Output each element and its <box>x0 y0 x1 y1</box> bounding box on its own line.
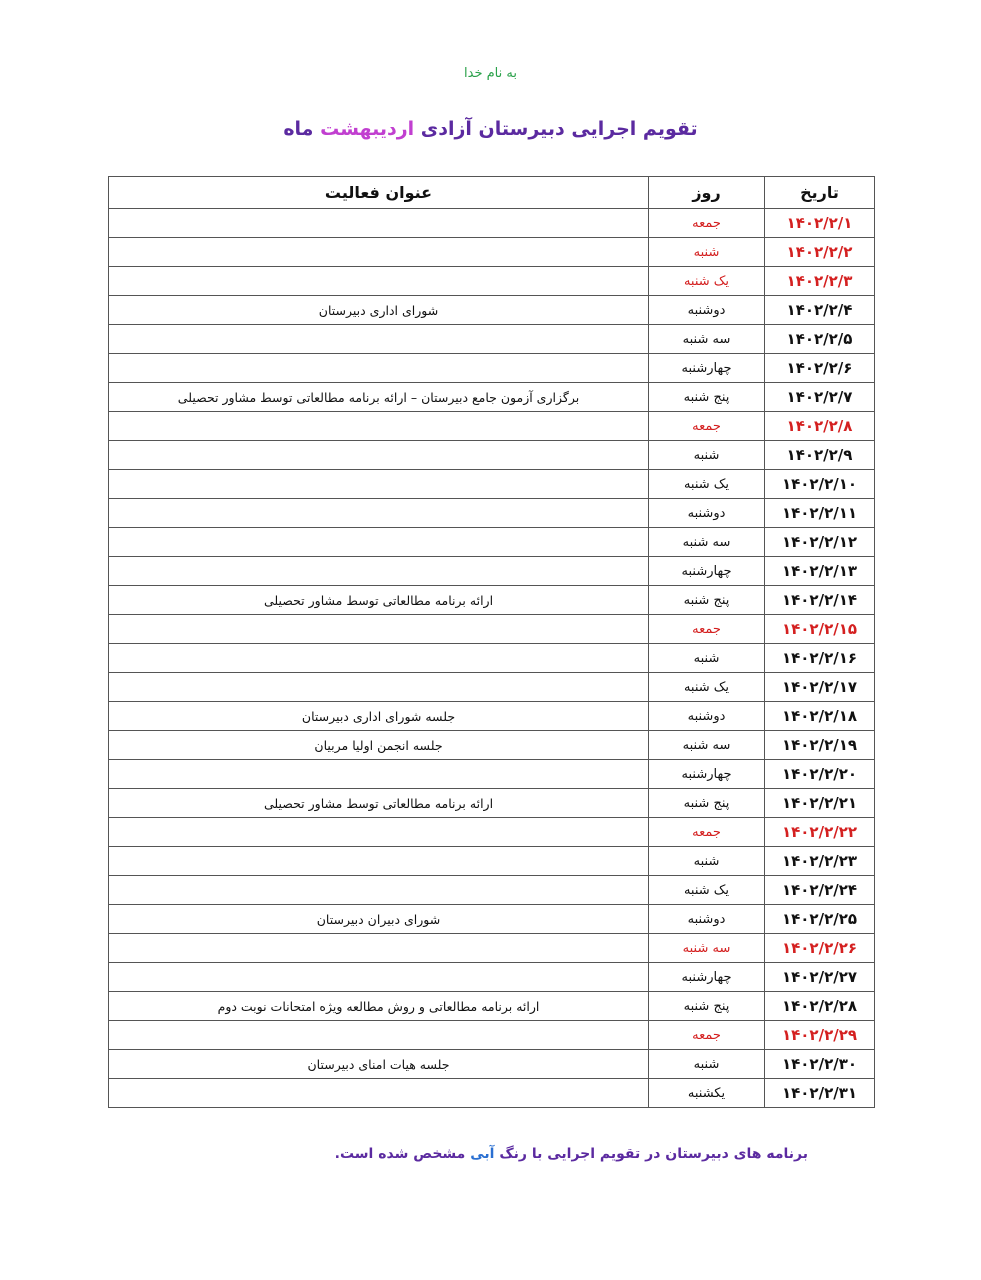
cell-date: ۱۴۰۲/۲/۲۴ <box>765 876 875 905</box>
cell-activity: ارائه برنامه مطالعاتی و روش مطالعه ویژه امتحانات نوبت دوم <box>109 992 649 1021</box>
page-title <box>0 118 981 140</box>
cell-date: ۱۴۰۲/۲/۱۷ <box>765 673 875 702</box>
table-row <box>109 760 875 789</box>
table-row <box>109 1021 875 1050</box>
cell-day: دوشنبه <box>649 499 765 528</box>
cell-activity <box>109 934 649 963</box>
cell-activity <box>109 325 649 354</box>
cell-date: ۱۴۰۲/۲/۱۱ <box>765 499 875 528</box>
cell-date: ۱۴۰۲/۲/۳ <box>765 267 875 296</box>
cell-activity <box>109 209 649 238</box>
cell-day: دوشنبه <box>649 296 765 325</box>
cell-day: جمعه <box>649 1021 765 1050</box>
table-row <box>109 499 875 528</box>
cell-activity <box>109 760 649 789</box>
cell-day: پنج شنبه <box>649 383 765 412</box>
cell-date: ۱۴۰۲/۲/۸ <box>765 412 875 441</box>
table-row <box>109 354 875 383</box>
cell-day: شنبه <box>649 847 765 876</box>
cell-date: ۱۴۰۲/۲/۲۶ <box>765 934 875 963</box>
table-row <box>109 673 875 702</box>
cell-day: یک شنبه <box>649 876 765 905</box>
cell-activity <box>109 441 649 470</box>
table-row <box>109 209 875 238</box>
cell-date: ۱۴۰۲/۲/۲۸ <box>765 992 875 1021</box>
cell-day: سه شنبه <box>649 934 765 963</box>
cell-date: ۱۴۰۲/۲/۲ <box>765 238 875 267</box>
cell-day: دوشنبه <box>649 905 765 934</box>
cell-day: سه شنبه <box>649 325 765 354</box>
cell-activity: ارائه برنامه مطالعاتی توسط مشاور تحصیلی <box>109 789 649 818</box>
footnote-color-word: آبی <box>470 1146 495 1162</box>
cell-activity: شورای دبیران دبیرستان <box>109 905 649 934</box>
table-header-row <box>109 177 875 209</box>
cell-day: جمعه <box>649 818 765 847</box>
table-row <box>109 412 875 441</box>
table-row <box>109 876 875 905</box>
cell-date: ۱۴۰۲/۲/۹ <box>765 441 875 470</box>
cell-date: ۱۴۰۲/۲/۱۸ <box>765 702 875 731</box>
cell-day: جمعه <box>649 615 765 644</box>
table-row <box>109 528 875 557</box>
cell-date: ۱۴۰۲/۲/۷ <box>765 383 875 412</box>
cell-day: یکشنبه <box>649 1079 765 1108</box>
cell-activity <box>109 528 649 557</box>
table-row <box>109 325 875 354</box>
cell-day: جمعه <box>649 209 765 238</box>
cell-date: ۱۴۰۲/۲/۱۲ <box>765 528 875 557</box>
basmala: به نام خدا <box>464 66 517 81</box>
cell-day: یک شنبه <box>649 470 765 499</box>
table-row <box>109 238 875 267</box>
table-row <box>109 934 875 963</box>
title-suffix: ماه <box>283 118 314 140</box>
cell-date: ۱۴۰۲/۲/۱۶ <box>765 644 875 673</box>
cell-date: ۱۴۰۲/۲/۵ <box>765 325 875 354</box>
column-header-activity: عنوان فعالیت <box>109 177 649 209</box>
table-row <box>109 963 875 992</box>
cell-day: جمعه <box>649 412 765 441</box>
cell-date: ۱۴۰۲/۲/۲۷ <box>765 963 875 992</box>
table-row <box>109 847 875 876</box>
table-row <box>109 557 875 586</box>
column-header-date: تاریخ <box>765 177 875 209</box>
cell-day: چهارشنبه <box>649 760 765 789</box>
cell-activity <box>109 847 649 876</box>
cell-day: چهارشنبه <box>649 557 765 586</box>
cell-day: یک شنبه <box>649 673 765 702</box>
table-row <box>109 470 875 499</box>
column-header-day: روز <box>649 177 765 209</box>
cell-day: یک شنبه <box>649 267 765 296</box>
table-row <box>109 818 875 847</box>
cell-activity: برگزاری آزمون جامع دبیرستان – ارائه برنامه مطالعاتی توسط مشاور تحصیلی <box>109 383 649 412</box>
cell-activity <box>109 615 649 644</box>
title-month: اردیبهشت <box>320 118 415 140</box>
cell-activity: جلسه هیات امنای دبیرستان <box>109 1050 649 1079</box>
table-row <box>109 992 875 1021</box>
cell-date: ۱۴۰۲/۲/۱۹ <box>765 731 875 760</box>
cell-day: چهارشنبه <box>649 354 765 383</box>
footnote <box>108 1146 808 1162</box>
cell-date: ۱۴۰۲/۲/۱۴ <box>765 586 875 615</box>
table-row <box>109 789 875 818</box>
cell-day: شنبه <box>649 1050 765 1079</box>
cell-date: ۱۴۰۲/۲/۱۵ <box>765 615 875 644</box>
footnote-end: مشخص شده است. <box>334 1146 466 1162</box>
table-row <box>109 441 875 470</box>
cell-activity <box>109 876 649 905</box>
schedule-table <box>108 176 875 1108</box>
cell-day: سه شنبه <box>649 528 765 557</box>
table-row <box>109 905 875 934</box>
table-row <box>109 267 875 296</box>
cell-day: شنبه <box>649 644 765 673</box>
cell-day: شنبه <box>649 441 765 470</box>
cell-activity <box>109 238 649 267</box>
table-row <box>109 615 875 644</box>
cell-day: پنج شنبه <box>649 586 765 615</box>
cell-date: ۱۴۰۲/۲/۳۱ <box>765 1079 875 1108</box>
cell-activity: ارائه برنامه مطالعاتی توسط مشاور تحصیلی <box>109 586 649 615</box>
table-row <box>109 383 875 412</box>
cell-date: ۱۴۰۲/۲/۱۰ <box>765 470 875 499</box>
cell-date: ۱۴۰۲/۲/۲۳ <box>765 847 875 876</box>
cell-day: پنج شنبه <box>649 789 765 818</box>
cell-date: ۱۴۰۲/۲/۳۰ <box>765 1050 875 1079</box>
cell-date: ۱۴۰۲/۲/۲۲ <box>765 818 875 847</box>
cell-day: شنبه <box>649 238 765 267</box>
table-row <box>109 296 875 325</box>
cell-activity <box>109 963 649 992</box>
table-row <box>109 731 875 760</box>
cell-activity <box>109 673 649 702</box>
cell-activity: شورای اداری دبیرستان <box>109 296 649 325</box>
table-row <box>109 1079 875 1108</box>
cell-day: سه شنبه <box>649 731 765 760</box>
cell-activity <box>109 1021 649 1050</box>
cell-activity: جلسه انجمن اولیا مربیان <box>109 731 649 760</box>
cell-activity <box>109 412 649 441</box>
cell-activity: جلسه شورای اداری دبیرستان <box>109 702 649 731</box>
cell-activity <box>109 499 649 528</box>
cell-activity <box>109 470 649 499</box>
schedule-body <box>109 209 875 1108</box>
cell-date: ۱۴۰۲/۲/۲۵ <box>765 905 875 934</box>
cell-date: ۱۴۰۲/۲/۴ <box>765 296 875 325</box>
title-main: تقویم اجرایی دبیرستان آزادی <box>420 118 698 140</box>
footnote-text: برنامه های دبیرستان در تقویم اجرایی با رنگ <box>499 1146 808 1162</box>
cell-activity <box>109 557 649 586</box>
cell-activity <box>109 644 649 673</box>
cell-date: ۱۴۰۲/۲/۱۳ <box>765 557 875 586</box>
cell-day: چهارشنبه <box>649 963 765 992</box>
cell-date: ۱۴۰۲/۲/۲۱ <box>765 789 875 818</box>
cell-activity <box>109 354 649 383</box>
table-row <box>109 1050 875 1079</box>
cell-date: ۱۴۰۲/۲/۲۰ <box>765 760 875 789</box>
table-row <box>109 702 875 731</box>
cell-day: پنج شنبه <box>649 992 765 1021</box>
table-row <box>109 644 875 673</box>
cell-date: ۱۴۰۲/۲/۶ <box>765 354 875 383</box>
cell-date: ۱۴۰۲/۲/۲۹ <box>765 1021 875 1050</box>
cell-day: دوشنبه <box>649 702 765 731</box>
table-row <box>109 586 875 615</box>
cell-activity <box>109 1079 649 1108</box>
cell-activity <box>109 818 649 847</box>
cell-activity <box>109 267 649 296</box>
cell-date: ۱۴۰۲/۲/۱ <box>765 209 875 238</box>
